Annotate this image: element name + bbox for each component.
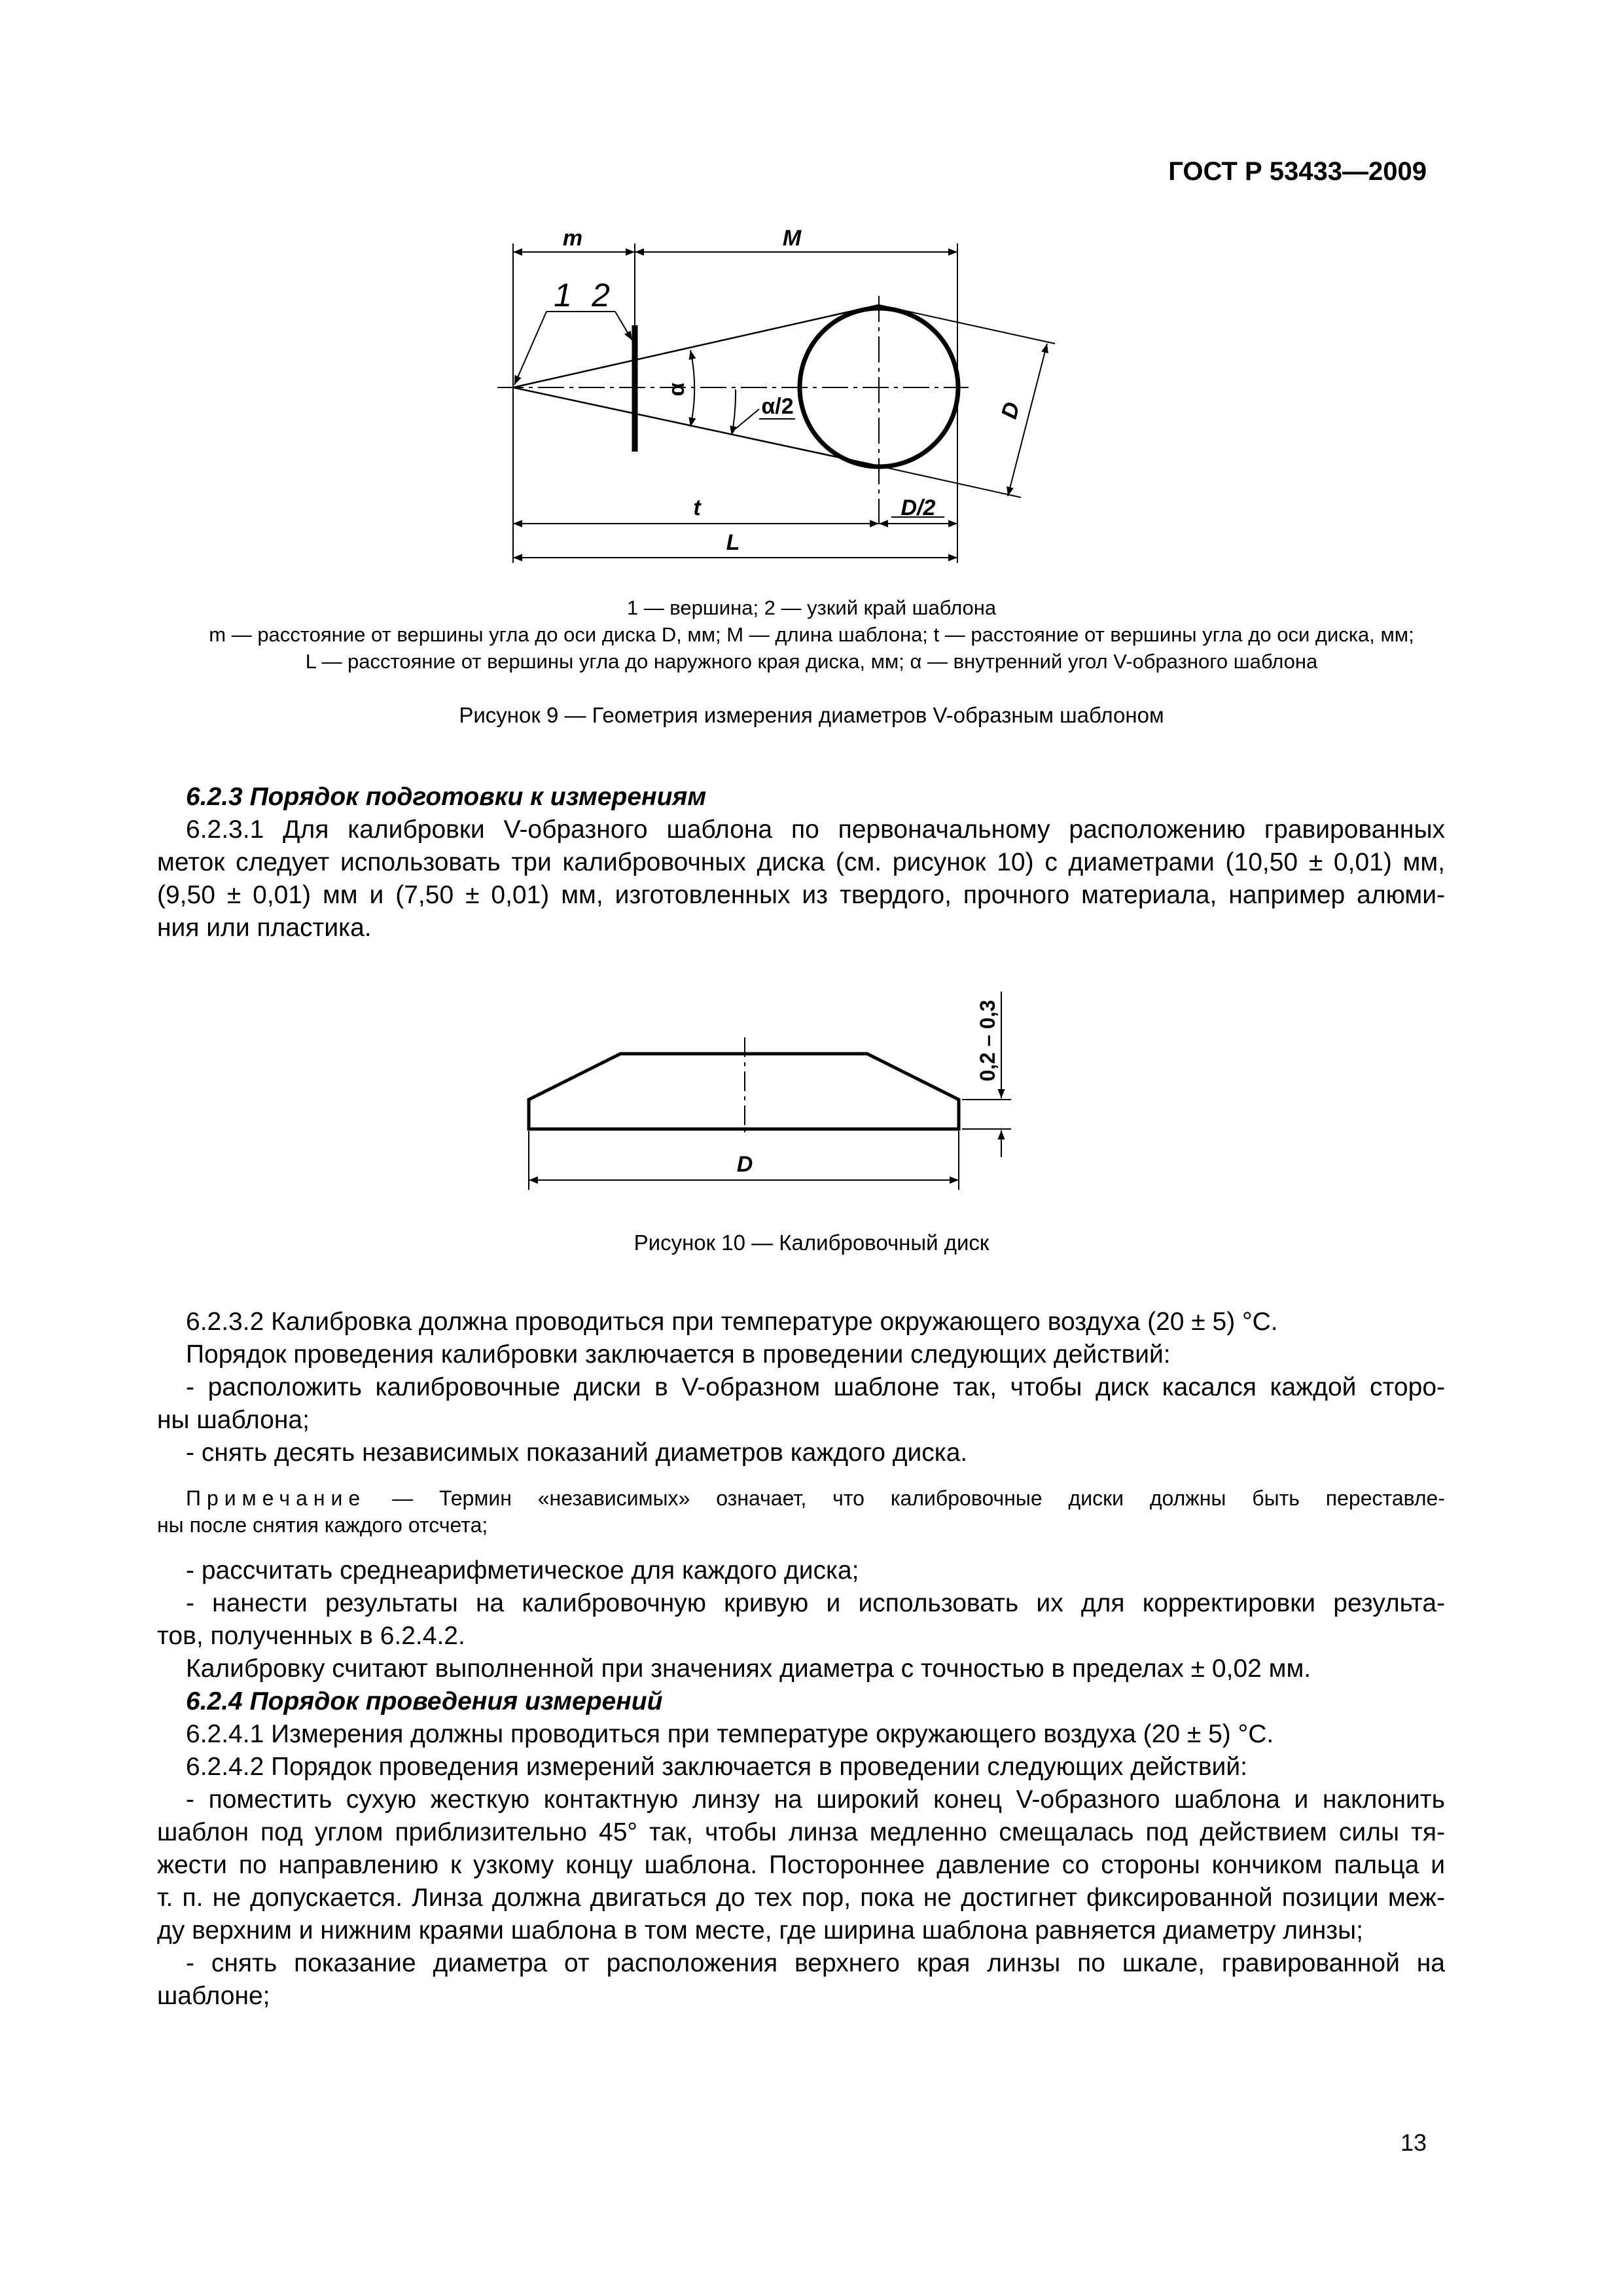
label-thickness: 0,2 – 0,3 bbox=[976, 999, 999, 1082]
list-item-line: тов, полученных в 6.2.4.2. bbox=[157, 1622, 465, 1650]
paragraph-line: меток следует использовать три калибровочных диска (см. рисунок 10) с диаметрами (10,50 ± 0,01) мм, bbox=[157, 848, 1445, 876]
figure-10-drawing bbox=[510, 982, 1086, 1224]
list-item-line: - снять показание диаметра от расположения верхнего края линзы по шкале, гравированной на bbox=[186, 1949, 1445, 1977]
list-item-line: - поместить сухую жесткую контактную линзу на широкий конец V-образного шаблона и наклонить bbox=[186, 1785, 1445, 1814]
label-M: M bbox=[782, 226, 802, 251]
label-m: m bbox=[562, 226, 583, 251]
note-label: Примечание bbox=[186, 1486, 366, 1510]
label-D-half: D/2 bbox=[901, 495, 936, 520]
section-6-2-3 bbox=[157, 781, 1445, 944]
page-number: 13 bbox=[1400, 2129, 1427, 2156]
label-2: 2 bbox=[592, 277, 610, 314]
note-line: ны после снятия каждого отсчета; bbox=[157, 1513, 488, 1537]
paragraph-line: ния или пластика. bbox=[157, 914, 372, 942]
paragraph: Калибровку считают выполненной при значениях диаметра с точностью в пределах ± 0,02 мм. bbox=[186, 1655, 1311, 1683]
note-line bbox=[157, 1485, 1445, 1512]
figure-9-legend bbox=[157, 594, 1466, 675]
section-heading: 6.2.4 Порядок проведения измерений bbox=[186, 1687, 663, 1715]
note-text: — Термин «независимых» означает, что калибровочные диски должны быть переставле- bbox=[366, 1486, 1445, 1510]
label-D: D bbox=[996, 399, 1025, 422]
paragraph: Порядок проведения калибровки заключается в проведении следующих действий: bbox=[186, 1340, 1171, 1369]
list-item-line: ны шаблона; bbox=[157, 1406, 310, 1434]
list-item-line: шаблоне; bbox=[157, 1982, 270, 2010]
label-L: L bbox=[726, 530, 740, 555]
list-item-line: т. п. не допускается. Линза должна двигаться до тех пор, пока не достигнет фиксированной позиции меж- bbox=[157, 1884, 1445, 1912]
standard-code: ГОСТ Р 53433—2009 bbox=[1168, 157, 1427, 186]
label-disk-D: D bbox=[736, 1152, 753, 1177]
figure-9-caption: Рисунок 9 — Геометрия измерения диаметров V-образным шаблоном bbox=[459, 703, 1164, 727]
label-1: 1 bbox=[554, 277, 572, 314]
legend-line: L — расстояние от вершины угла до наружного края диска, мм; α — внутренний угол V-образного шаблона bbox=[305, 650, 1318, 673]
paragraph: 6.2.4.1 Измерения должны проводиться при температуре окружающего воздуха (20 ± 5) °C. bbox=[186, 1720, 1274, 1748]
list-item-line: ду верхним и нижним краями шаблона в том месте, где ширина шаблона равняется диаметру линзы; bbox=[157, 1916, 1364, 1945]
label-alpha-half: α/2 bbox=[761, 394, 794, 419]
paragraph-line: 6.2.3.1 Для калибровки V-образного шаблона по первоначальному расположению гравированных bbox=[186, 816, 1445, 844]
section-heading: 6.2.3 Порядок подготовки к измерениям bbox=[186, 783, 707, 811]
paragraph: 6.2.4.2 Порядок проведения измерений заключается в проведении следующих действий: bbox=[186, 1753, 1247, 1781]
list-item-line: - расположить калибровочные диски в V-образном шаблоне так, чтобы диск касался каждой сторо- bbox=[186, 1373, 1445, 1401]
paragraph: 6.2.3.2 Калибровка должна проводиться при температуре окружающего воздуха (20 ± 5) °C. bbox=[186, 1308, 1278, 1336]
figure-9-drawing bbox=[458, 216, 1113, 583]
label-t: t bbox=[693, 495, 701, 520]
list-item-line: жести по направлению к узкому концу шаблона. Постороннее давление со стороны кончиком пальца и bbox=[157, 1851, 1445, 1879]
label-alpha: α bbox=[664, 382, 689, 397]
legend-line: 1 — вершина; 2 — узкий край шаблона bbox=[626, 596, 997, 619]
list-item-line: шаблон под углом приблизительно 45° так, чтобы линза медленно смещалась под действием силы тя- bbox=[157, 1818, 1445, 1846]
calibration-section bbox=[157, 1306, 1445, 2013]
figure-10-caption: Рисунок 10 — Калибровочный диск bbox=[633, 1230, 990, 1255]
paragraph-line: (9,50 ± 0,01) мм и (7,50 ± 0,01) мм, изготовленных из твердого, прочного материала, например алюми- bbox=[157, 881, 1445, 909]
list-item-line: - нанести результаты на калибровочную кривую и использовать их для корректировки результа- bbox=[186, 1589, 1445, 1617]
list-item: - снять десять независимых показаний диаметров каждого диска. bbox=[186, 1439, 968, 1467]
legend-line: m — расстояние от вершины угла до оси диска D, мм; M — длина шаблона; t — расстояние от вершины угла до оси диска, мм; bbox=[209, 623, 1414, 646]
list-item: - рассчитать среднеарифметическое для каждого диска; bbox=[186, 1556, 859, 1585]
